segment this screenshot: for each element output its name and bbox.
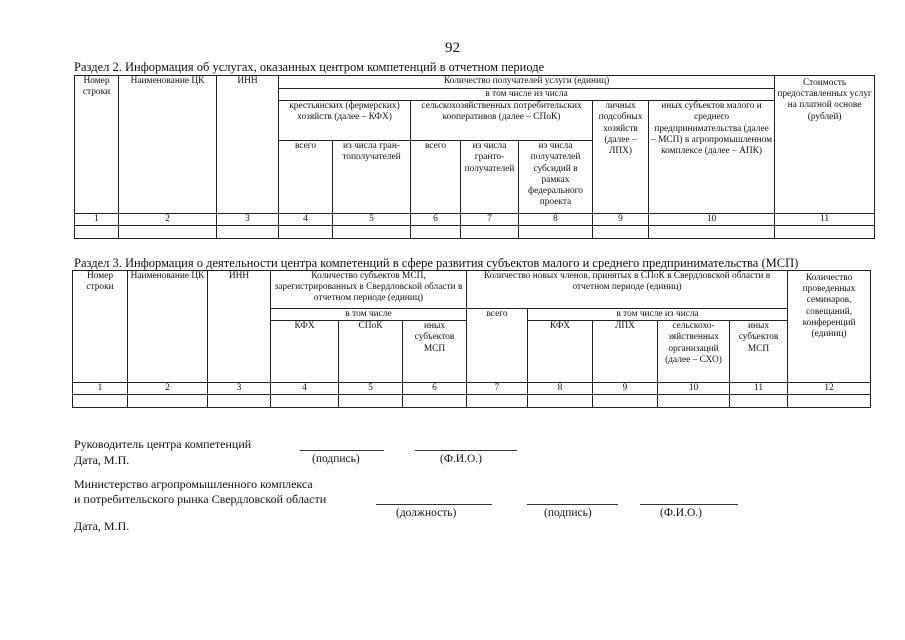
section-2-table bbox=[74, 75, 875, 239]
position-caption: (должность) bbox=[396, 507, 457, 519]
s2-data-cell[interactable] bbox=[119, 226, 217, 239]
fio-line[interactable] bbox=[415, 450, 517, 451]
fio-caption: (Ф.И.О.) bbox=[440, 453, 482, 465]
s3-colnum: 9 bbox=[593, 383, 658, 395]
s2-header-cost: Стоимость предоставленных услуг на платной основе (рублей) bbox=[775, 76, 875, 214]
s2-data-cell[interactable] bbox=[333, 226, 411, 239]
s3-header-new-members: Количество новых членов, принятых в СПоК в Свердловской области в отчетном периоде (единиц) bbox=[467, 271, 788, 309]
s3-data-cell[interactable] bbox=[730, 395, 788, 408]
signature-caption: (подпись) bbox=[312, 453, 360, 465]
signature-caption-2: (подпись) bbox=[544, 507, 592, 519]
s3-data-cell[interactable] bbox=[788, 395, 871, 408]
s2-header-grant1: из числа гран-тополучателей bbox=[333, 141, 411, 214]
s2-data-cell[interactable] bbox=[519, 226, 593, 239]
s2-data-cell[interactable] bbox=[217, 226, 279, 239]
s2-data-cell[interactable] bbox=[461, 226, 519, 239]
s2-header-total2: всего bbox=[411, 141, 461, 214]
page-number: 92 bbox=[445, 40, 460, 56]
fio-line-2[interactable] bbox=[640, 504, 738, 505]
position-line[interactable] bbox=[376, 504, 492, 505]
s2-colnum: 11 bbox=[775, 214, 875, 226]
s2-colnum: 9 bbox=[593, 214, 649, 226]
s2-header-row-num: Номер строки bbox=[75, 76, 119, 214]
s2-header-kfh-group: крестьянских (фермерских) хозяйств (далее – КФХ) bbox=[279, 101, 411, 141]
s3-header-other-msp2: иных субъектов МСП bbox=[730, 321, 788, 383]
s3-data-cell[interactable] bbox=[528, 395, 593, 408]
s3-data-cell[interactable] bbox=[658, 395, 730, 408]
signature-line[interactable] bbox=[300, 450, 384, 451]
s3-data-cell[interactable] bbox=[339, 395, 403, 408]
s2-header-recipients: Количество получателей услуги (единиц) bbox=[279, 76, 775, 89]
ministry-line-2: и потребительского рынка Свердловской области bbox=[74, 492, 327, 506]
s2-data-cell[interactable] bbox=[649, 226, 775, 239]
s2-header-spok-group: сельскохозяйственных потребительских кооперативов (далее – СПоК) bbox=[411, 101, 593, 141]
s3-colnum: 6 bbox=[403, 383, 467, 395]
s3-header-other-msp: иных субъектов МСП bbox=[403, 321, 467, 383]
s3-colnum: 8 bbox=[528, 383, 593, 395]
s3-data-row bbox=[73, 395, 871, 408]
s2-data-cell[interactable] bbox=[411, 226, 461, 239]
s2-header-grant2: из числа гранто-получателей bbox=[461, 141, 519, 214]
s2-colnum: 5 bbox=[333, 214, 411, 226]
s3-header-name: Наименование ЦК bbox=[128, 271, 208, 383]
s2-data-cell[interactable] bbox=[279, 226, 333, 239]
s2-data-cell[interactable] bbox=[75, 226, 119, 239]
s3-header-seminars: Количество проведенных семинаров, совещаний, конференций (единиц) bbox=[788, 271, 871, 383]
s3-header-kfh2: КФХ bbox=[528, 321, 593, 383]
date-mp-label: Дата, М.П. bbox=[74, 453, 130, 467]
date-mp-label-2: Дата, М.П. bbox=[74, 519, 130, 533]
s2-colnum: 10 bbox=[649, 214, 775, 226]
s2-header-total1: всего bbox=[279, 141, 333, 214]
head-label: Руководитель центра компетенций bbox=[74, 437, 252, 451]
s3-colnum: 1 bbox=[73, 383, 128, 395]
s3-data-cell[interactable] bbox=[73, 395, 128, 408]
s2-colnum: 8 bbox=[519, 214, 593, 226]
s2-colnum: 1 bbox=[75, 214, 119, 226]
s2-colnum: 4 bbox=[279, 214, 333, 226]
s3-header-msp-count: Количество субъектов МСП, зарегистрированных в Свердловской области в отчетном периоде (единиц) bbox=[271, 271, 467, 309]
s2-header-lph: личных подсобных хозяйств (далее – ЛПХ) bbox=[593, 101, 649, 214]
s2-header-name: Наименование ЦК bbox=[119, 76, 217, 214]
s3-header-kfh: КФХ bbox=[271, 321, 339, 383]
section-3-title: Раздел 3. Информация о деятельности центра компетенций в сфере развития субъектов малого и среднего предпринимательства (МСП) bbox=[74, 256, 799, 270]
s2-colnum: 2 bbox=[119, 214, 217, 226]
s3-header-sho: сельскохо-зяйственных организаций (далее – СХО) bbox=[658, 321, 730, 383]
s3-header-total: всего bbox=[467, 309, 528, 383]
fio-caption-2: (Ф.И.О.) bbox=[660, 507, 702, 519]
s3-data-cell[interactable] bbox=[208, 395, 271, 408]
s3-header-inn: ИНН bbox=[208, 271, 271, 383]
s3-colnum: 10 bbox=[658, 383, 730, 395]
s3-colnum: 12 bbox=[788, 383, 871, 395]
s3-data-cell[interactable] bbox=[128, 395, 208, 408]
s3-colnum: 4 bbox=[271, 383, 339, 395]
section-2-title: Раздел 2. Информация об услугах, оказанных центром компетенций в отчетном периоде bbox=[74, 60, 545, 74]
s2-colnum: 3 bbox=[217, 214, 279, 226]
s2-data-row bbox=[75, 226, 875, 239]
s3-colnum: 2 bbox=[128, 383, 208, 395]
s3-colnum: 5 bbox=[339, 383, 403, 395]
s3-colnum: 11 bbox=[730, 383, 788, 395]
s2-data-cell[interactable] bbox=[593, 226, 649, 239]
s3-header-incl: в том числе bbox=[271, 309, 467, 321]
signature-line-2[interactable] bbox=[527, 504, 618, 505]
s3-header-spok: СПоК bbox=[339, 321, 403, 383]
s3-colnum: 3 bbox=[208, 383, 271, 395]
s3-colnum: 7 bbox=[467, 383, 528, 395]
s2-header-subsidy: из числа получателей субсидий в рамках федерального проекта bbox=[519, 141, 593, 214]
s3-data-cell[interactable] bbox=[593, 395, 658, 408]
s2-colnum: 6 bbox=[411, 214, 461, 226]
s2-header-inn: ИНН bbox=[217, 76, 279, 214]
ministry-line-1: Министерство агропромышленного комплекса bbox=[74, 477, 313, 491]
s3-header-incl-of-them: в том числе из числа bbox=[528, 309, 788, 321]
s2-colnum: 7 bbox=[461, 214, 519, 226]
s2-header-msp-apk: иных субъектов малого и среднего предпринимательства (далее – МСП) в агропромышленном комплексе (далее – АПК) bbox=[649, 101, 775, 214]
s3-data-cell[interactable] bbox=[467, 395, 528, 408]
s3-header-lph: ЛПХ bbox=[593, 321, 658, 383]
s3-header-row-num: Номер строки bbox=[73, 271, 128, 383]
s2-header-incl: в том числе из числа bbox=[279, 89, 775, 101]
s2-data-cell[interactable] bbox=[775, 226, 875, 239]
section-3-table bbox=[72, 270, 871, 408]
s3-data-cell[interactable] bbox=[403, 395, 467, 408]
s3-data-cell[interactable] bbox=[271, 395, 339, 408]
